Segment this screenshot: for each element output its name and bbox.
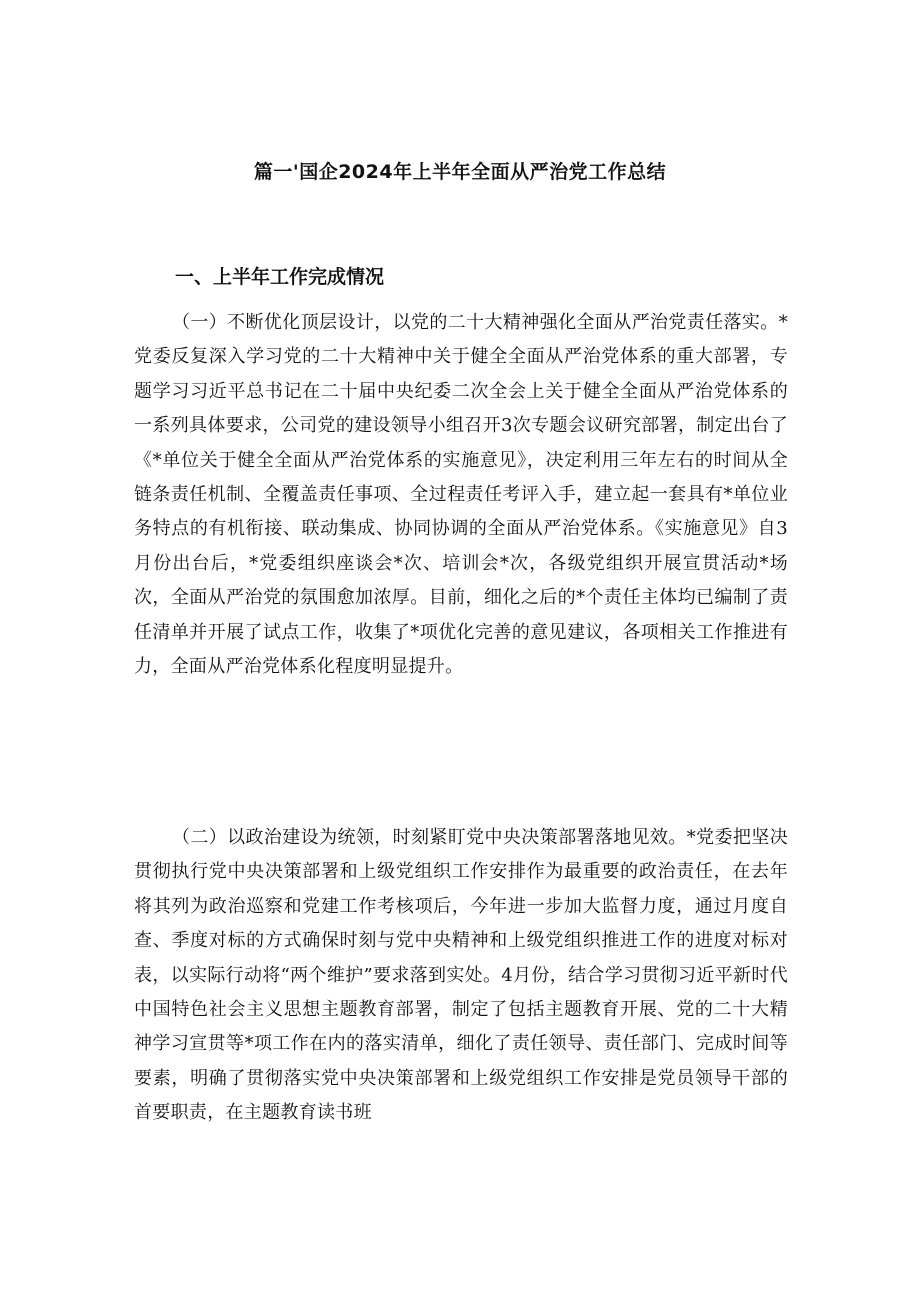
body-paragraph-1: （一）不断优化顶层设计，以党的二十大精神强化全面从严治党责任落实。*党委反复深入学习党的二十大精神中关于健全全面从严治党体系的重大部署，专题学习习近平总书记在二十届中央纪委二次全会上关于健全全面从严治党体系的一系列具体要求，公司党的建设领导小组召开3次专题会议研究部署，制定出台了《*单位关于健全全面从严治党体系的实施意见》，决定利用三年左右的时间从全链条责任机制、全覆盖责任事项、全过程责任考评入手，建立起一套具有*单位业务特点的有机衔接、联动集成、协同协调的全面从严治党体系。《实施意见》自3月份出台后，*党委组织座谈会*次、培训会*次，各级党组织开展宣贯活动*场次，全面从严治党的氛围愈加浓厚。目前，细化之后的*个责任主体均已编制了责任清单并开展了试点工作，收集了*项优化完善的意见建议，各项相关工作推进有力，全面从严治党体系化程度明显提升。 <box>134 312 788 678</box>
document-title: 篇一'国企2024年上半年全面从严治党工作总结 <box>253 161 667 183</box>
section-heading: 一、上半年工作完成情况 <box>175 266 385 288</box>
body-paragraph-2: （二）以政治建设为统领，时刻紧盯党中央决策部署落地见效。*党委把坚决贯彻执行党中央决策部署和上级党组织工作安排作为最重要的政治责任，在去年将其列为政治巡察和党建工作考核项后，今年进一步加大监督力度，通过月度自查、季度对标的方式确保时刻与党中央精神和上级党组织推进工作的进度对标对表，以实际行动将“两个维护”要求落到实处。4月份，结合学习贯彻习近平新时代中国特色社会主义思想主题教育部署，制定了包括主题教育开展、党的二十大精神学习宣贯等*项工作在内的落实清单，细化了责任领导、责任部门、完成时间等要素，明确了贯彻落实党中央决策部署和上级党组织工作安排是党员领导干部的首要职责，在主题教育读书班 <box>134 827 788 1124</box>
